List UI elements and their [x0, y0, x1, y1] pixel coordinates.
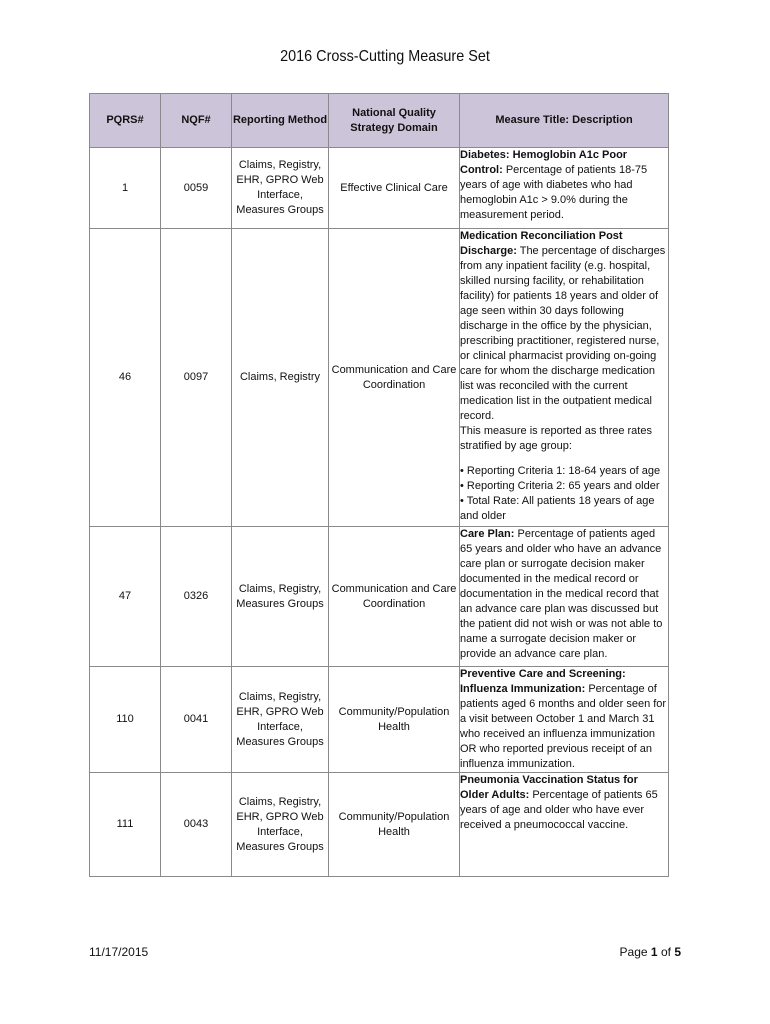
cell-measure-description: [460, 667, 669, 773]
measure-title: Medication Reconciliation Post Discharge:: [460, 230, 623, 257]
header-nqf: NQF#: [161, 94, 232, 148]
measure-title: Care Plan:: [460, 528, 515, 540]
list-item: • Reporting Criteria 2: 65 years and older: [460, 480, 660, 492]
measure-text: Percentage of patients 18-75 years of age with diabetes who had hemoglobin A1c > 9.0% during the measurement period.: [460, 164, 648, 221]
cell-quality-domain: Effective Clinical Care: [329, 148, 460, 229]
cell-reporting-method: Claims, Registry, EHR, GPRO Web Interface, Measures Groups: [232, 667, 329, 773]
cell-pqrs: 47: [90, 527, 161, 667]
measure-title: Diabetes: Hemoglobin A1c Poor Control:: [460, 149, 628, 176]
cell-nqf: 0326: [161, 527, 232, 667]
table-header: [90, 94, 669, 148]
cell-reporting-method: Claims, Registry, EHR, GPRO Web Interface, Measures Groups: [232, 773, 329, 877]
cell-measure-description: [460, 148, 669, 229]
reporting-criteria-list: [460, 464, 668, 524]
header-measure-description: Measure Title: Description: [460, 94, 669, 148]
page-title: 2016 Cross-Cutting Measure Set: [280, 48, 490, 65]
header-pqrs: PQRS#: [90, 94, 161, 148]
page-total: 5: [674, 945, 681, 959]
measures-table: [89, 93, 669, 877]
measure-title: Preventive Care and Screening: Influenza Immunization:: [460, 668, 626, 695]
page-number: [620, 945, 681, 959]
cell-measure-description: [460, 527, 669, 667]
cell-nqf: 0043: [161, 773, 232, 877]
cell-pqrs: 46: [90, 229, 161, 527]
header-quality-domain: National Quality Strategy Domain: [329, 94, 460, 148]
cell-pqrs: 110: [90, 667, 161, 773]
table-row: [90, 229, 669, 527]
cell-quality-domain: Community/Population Health: [329, 773, 460, 877]
spacer: [460, 454, 668, 464]
list-item: • Total Rate: All patients 18 years of age and older: [460, 495, 655, 522]
measure-text: The percentage of discharges from any inpatient facility (e.g. hospital, skilled nursing facility, or rehabilitation facility) for patients 18 years and older of age seen within 30 days following discharge in the office by the physician, prescribing practitioner, registered nurse, or clinical pharmacist providing on-going care for whom the discharge medication list was reconciled with the current medication list in the outpatient medical record.: [460, 245, 666, 422]
page-current: 1: [650, 945, 658, 959]
table-row: [90, 148, 669, 229]
cell-pqrs: 111: [90, 773, 161, 877]
cell-reporting-method: Claims, Registry, EHR, GPRO Web Interface, Measures Groups: [232, 148, 329, 229]
table-row: [90, 527, 669, 667]
measure-title: Pneumonia Vaccination Status for Older Adults:: [460, 774, 638, 801]
cell-pqrs: 1: [90, 148, 161, 229]
cell-nqf: 0097: [161, 229, 232, 527]
header-reporting-method: Reporting Method: [232, 94, 329, 148]
footer-date: 11/17/2015: [89, 945, 149, 959]
measure-text: Percentage of patients aged 65 years and older who have an advance care plan or surrogate decision maker documented in the medical record or documentation in the medical record that an advance care plan was discussed but the patient did not wish or was not able to name a surrogate decision maker or provide an advance care plan.: [460, 528, 663, 660]
measure-text: Percentage of patients 65 years of age and older who have ever received a pneumococcal vaccine.: [460, 789, 658, 831]
table-row: [90, 667, 669, 773]
cell-measure-description: [460, 229, 669, 527]
cell-reporting-method: Claims, Registry: [232, 229, 329, 527]
page-prefix: Page: [619, 945, 648, 959]
page-of: of: [660, 945, 671, 959]
cell-nqf: 0041: [161, 667, 232, 773]
list-item: • Reporting Criteria 1: 18-64 years of age: [460, 465, 661, 477]
table-row: [90, 773, 669, 877]
header-row: [90, 94, 669, 148]
measure-note: This measure is reported as three rates stratified by age group:: [460, 425, 652, 452]
cell-nqf: 0059: [161, 148, 232, 229]
cell-quality-domain: Communication and Care Coordination: [329, 229, 460, 527]
cell-quality-domain: Community/Population Health: [329, 667, 460, 773]
measure-text: Percentage of patients aged 6 months and older seen for a visit between October 1 and March 31 who received an influenza immunization OR who reported previous receipt of an influenza immunization.: [460, 683, 667, 770]
cell-reporting-method: Claims, Registry, Measures Groups: [232, 527, 329, 667]
cell-quality-domain: Communication and Care Coordination: [329, 527, 460, 667]
cell-measure-description: [460, 773, 669, 877]
